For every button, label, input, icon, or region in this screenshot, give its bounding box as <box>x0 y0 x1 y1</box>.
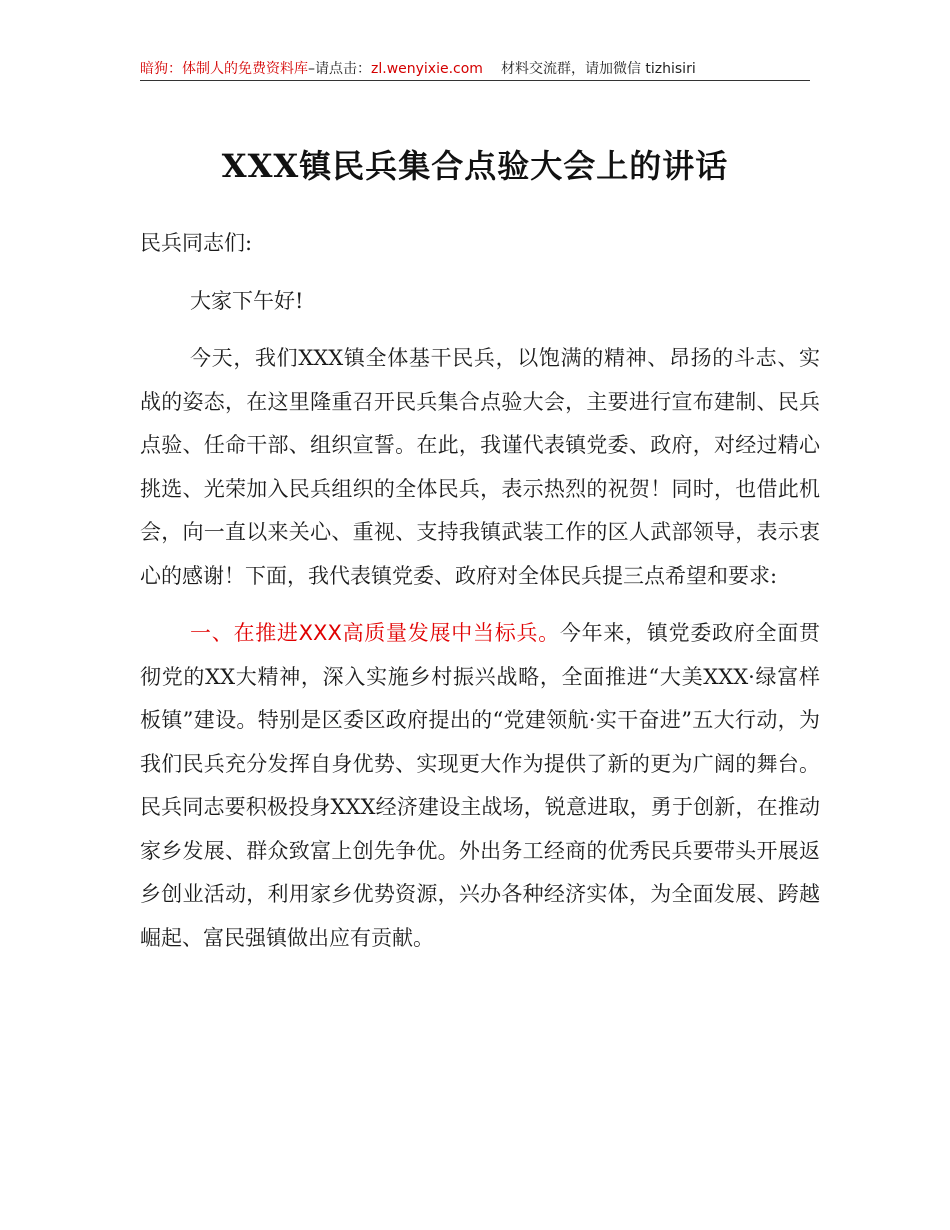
page-header <box>140 58 810 80</box>
header-link[interactable]: zl.wenyixie.com <box>371 61 483 77</box>
paragraph-section-1 <box>140 612 820 960</box>
paragraph-intro: 今天，我们XXX镇全体基干民兵，以饱满的精神、昂扬的斗志、实战的姿态，在这里隆重召开民兵集合点验大会，主要进行宣布建制、民兵点验、任命干部、组织宣誓。在此，我谨代表镇党委、政府，对经过精心挑选、光荣加入民兵组织的全体民兵，表示热烈的祝贺！同时，也借此机会，向一直以来关心、重视、支持我镇武装工作的区人武部领导，表示衷心的感谢！下面，我代表镇党委、政府对全体民兵提三点希望和要求: <box>140 346 820 588</box>
header-site-name: 暗狗：体制人的免费资料库 <box>140 61 308 77</box>
document-body <box>140 222 820 974</box>
document-title: XXX镇民兵集合点验大会上的讲话 <box>221 147 729 185</box>
header-click-prompt: –请点击： <box>308 61 371 77</box>
section-1-heading: 一、在推进XXX高质量发展中当标兵。 <box>190 621 560 645</box>
header-wechat-note: 材料交流群，请加微信 tizhisiri <box>500 61 696 77</box>
section-1-body: 今年来，镇党委政府全面贯彻党的XX大精神，深入实施乡村振兴战略，全面推进“大美XXX·绿富样板镇”建设。特别是区委区政府提出的“党建领航·实干奋进”五大行动，为我们民兵充分发挥自身优势、实现更大作为提供了新的更为广阔的舞台。民兵同志要积极投身XXX经济建设主战场，锐意进取，勇于创新，在推动家乡发展、群众致富上创先争优。外出务工经商的优秀民兵要带头开展返乡创业活动，利用家乡优势资源，兴办各种经济实体，为全面发展、跨越崛起、富民强镇做出应有贡献。 <box>140 621 820 950</box>
salutation: 民兵同志们: <box>140 231 253 255</box>
greeting: 大家下午好! <box>190 288 304 313</box>
header-divider <box>140 80 810 81</box>
